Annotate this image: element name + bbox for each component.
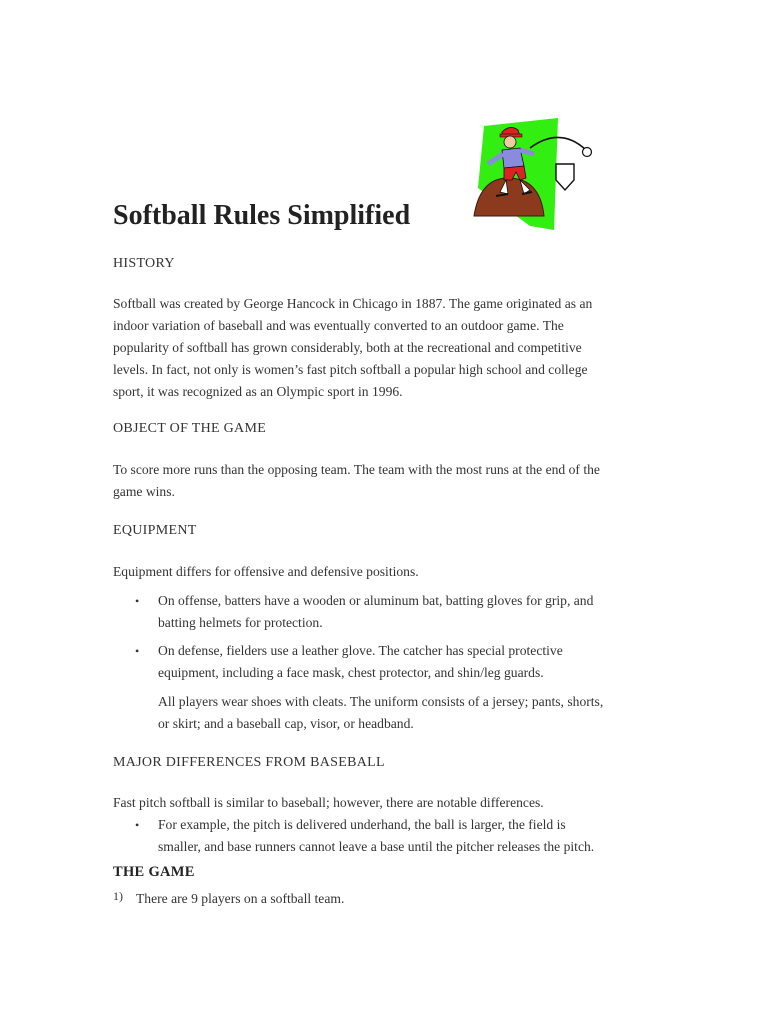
softball-batter-icon xyxy=(470,118,606,230)
list-item: • For example, the pitch is delivered underhand, the ball is larger, the field is smaller, and base runners cannot leave a base until the pitcher releases the pitch. xyxy=(135,814,655,858)
history-paragraph: Softball was created by George Hancock in Chicago in 1887. The game originated as an indoor variation of baseball and was eventually converted to an outdoor game. The popularity of softball has grown considerably, both at the recreational and competitive levels. In fact, not only is women’s fast pitch softball a popular high school and college sport, it was recognized as an Olympic sport in 1996. xyxy=(113,296,593,399)
differences-intro: Fast pitch softball is similar to baseball; however, there are notable differences. xyxy=(113,795,544,810)
equipment-intro: Equipment differs for offensive and defensive positions. xyxy=(113,564,419,579)
bullet-mark: • xyxy=(135,818,140,832)
list-item: • On offense, batters have a wooden or aluminum bat, batting gloves for grip, and batting helmets for protection. xyxy=(135,590,655,634)
section-heading-history: HISTORY xyxy=(113,256,175,271)
list-number: 1) xyxy=(113,889,123,903)
bullet-mark: • xyxy=(135,644,140,658)
section-heading-object: OBJECT OF THE GAME xyxy=(113,421,267,436)
list-item xyxy=(113,888,658,910)
equipment-note: All players wear shoes with cleats. The uniform consists of a jersey; pants, shorts, or skirt; and a baseball cap, visor, or headband. xyxy=(158,694,604,731)
bullet-mark: • xyxy=(135,594,140,608)
list-item: • On defense, fielders use a leather glove. The catcher has special protective equipment, including a face mask, chest protector, and shin/leg guards. xyxy=(135,640,655,684)
document-title: Softball Rules Simplified xyxy=(113,200,411,231)
section-heading-equipment: EQUIPMENT xyxy=(113,523,197,538)
list-item-text: There are 9 players on a softball team. xyxy=(136,891,345,906)
object-paragraph: To score more runs than the opposing team. The team with the most runs at the end of the game wins. xyxy=(113,462,600,499)
section-heading-the-game: THE GAME xyxy=(113,864,195,880)
section-heading-differences: MAJOR DIFFERENCES FROM BASEBALL xyxy=(113,755,385,770)
